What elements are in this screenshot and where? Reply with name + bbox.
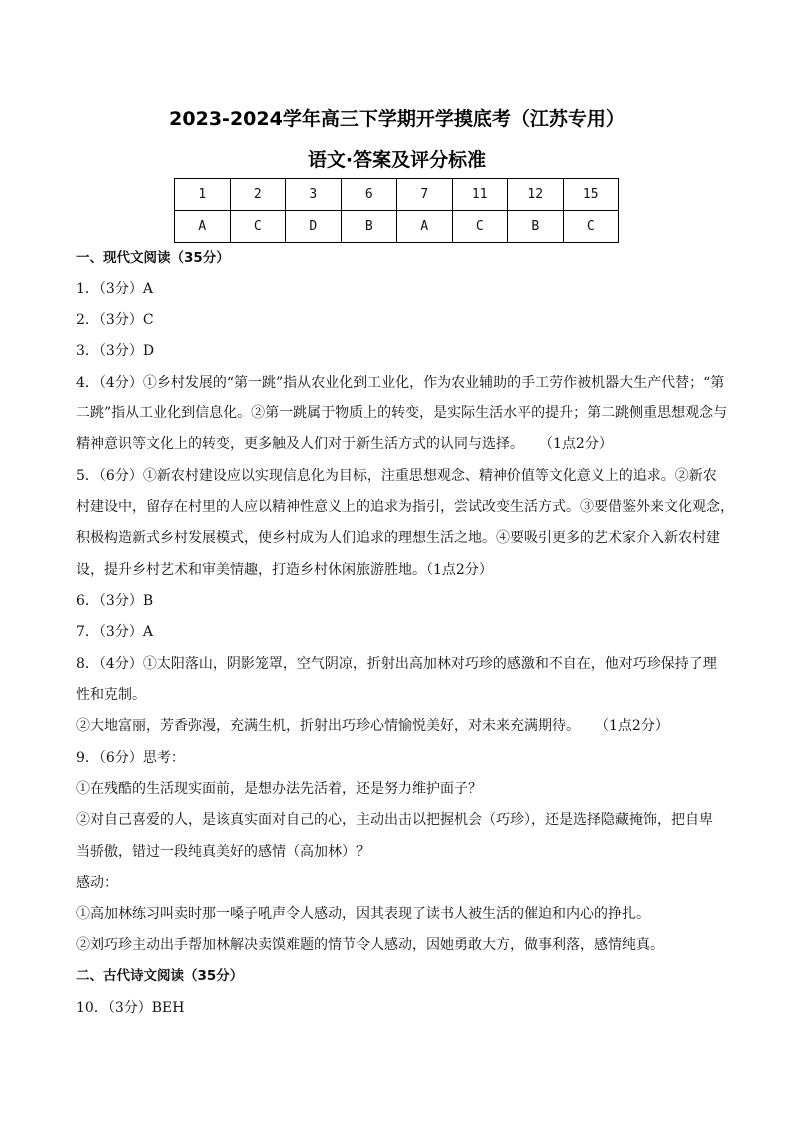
- answer-q9-line: 感动：: [76, 875, 118, 891]
- answer-q4-text: 精神意识等文化上的转变，更多触及人们对于新生活方式的认同与选择。: [76, 436, 524, 452]
- answer-q4-last-line: [76, 434, 613, 454]
- answer-q4-line: 4．（4分）①乡村发展的“第一跳”指从农业化到工业化，作为农业辅助的手工劳作被机器大生产代替；“第: [76, 375, 725, 391]
- answer-q4-line: 二跳”指从工业化到信息化。②第一跳属于物质上的转变，是实际生活水平的提升；第二跳侧重思想观念与: [76, 405, 728, 421]
- answer-q9-line: 当骄傲，错过一段纯真美好的感情（高加林）？: [76, 844, 370, 860]
- answer-q8-score-note: （1点2分）: [602, 718, 669, 734]
- answer-q9-line: ②对自己喜爱的人，是该真实面对自己的心，主动出击以把握机会（巧珍），还是选择隐藏掩饰，把自卑: [76, 812, 713, 828]
- answer-q8-last-line: [76, 716, 669, 736]
- answer-q5-line: 积极构造新式乡村发展模式，使乡村成为人们追求的理想生活之地。④要吸引更多的艺术家介入新农村建: [76, 530, 720, 546]
- answer-q10: 10．（3分）BEH: [76, 1000, 185, 1016]
- question-number-cell: 2: [230, 179, 286, 211]
- section-heading-classical-reading: 二、古代诗文阅读（35分）: [76, 968, 244, 984]
- answer-q2: 2．（3分）C: [76, 312, 154, 328]
- question-number-cell: 12: [508, 179, 564, 211]
- answer-q5-line: 村建设中，留存在村里的人应以精神性意义上的追求为指引，尝试改变生活方式。③要借鉴外来文化观念，: [76, 499, 734, 515]
- answer-q5-line: 5．（6分）①新农村建设应以实现信息化为目标，注重思想观念、精神价值等文化意义上的追求。②新农: [76, 468, 717, 484]
- question-number-cell: 1: [175, 179, 231, 211]
- answer-q5-line: 设，提升乡村艺术和审美情趣，打造乡村休闲旅游胜地。（1点2分）: [76, 562, 493, 578]
- answer-cell: A: [175, 211, 231, 243]
- question-number-cell: 11: [452, 179, 508, 211]
- answer-q9-line: 9．（6分）思考：: [76, 750, 185, 766]
- answer-cell: B: [341, 211, 397, 243]
- answer-q6: 6．（3分）B: [76, 593, 154, 609]
- answer-table-question-row: [175, 179, 619, 211]
- document-subtitle: 语文·答案及评分标准: [307, 149, 487, 171]
- answer-q3: 3．（3分）D: [76, 343, 155, 359]
- answer-cell: D: [286, 211, 342, 243]
- answer-q4-score-note: （1点2分）: [546, 436, 613, 452]
- answer-q7: 7．（3分）A: [76, 624, 153, 640]
- answer-q8-line: 8．（4分）①太阳落山，阴影笼罩，空气阴凉，折射出高加林对巧珍的感激和不自在，他对巧珍保持了理: [76, 656, 717, 672]
- document-title: 2023-2024学年高三下学期开学摸底考（江苏专用）: [169, 108, 625, 130]
- answer-q1: 1．（3分）A: [76, 281, 153, 297]
- answer-q9-line: ①在残酷的生活现实面前，是想办法先活着，还是努力维护面子？: [76, 781, 482, 797]
- answer-q8-text: ②大地富丽，芳香弥漫，充满生机，折射出巧珍心情愉悦美好，对未来充满期待。: [76, 718, 580, 734]
- answer-table: [174, 178, 619, 243]
- answer-cell: B: [508, 211, 564, 243]
- answer-cell: C: [230, 211, 286, 243]
- answer-cell: C: [563, 211, 619, 243]
- question-number-cell: 15: [563, 179, 619, 211]
- question-number-cell: 7: [397, 179, 453, 211]
- answer-cell: C: [452, 211, 508, 243]
- answer-q9-line: ①高加林练习叫卖时那一嗓子吼声令人感动，因其表现了读书人被生活的催迫和内心的挣扎。: [76, 906, 650, 922]
- question-number-cell: 6: [341, 179, 397, 211]
- section-heading-modern-reading: 一、现代文阅读（35分）: [76, 250, 230, 266]
- answer-q9-line: ②刘巧珍主动出手帮加林解决卖馍难题的情节令人感动，因她勇敢大方，做事利落，感情纯真。: [76, 937, 664, 953]
- answer-cell: A: [397, 211, 453, 243]
- answer-q8-line: 性和克制。: [76, 687, 146, 703]
- question-number-cell: 3: [286, 179, 342, 211]
- answer-table-answer-row: [175, 211, 619, 243]
